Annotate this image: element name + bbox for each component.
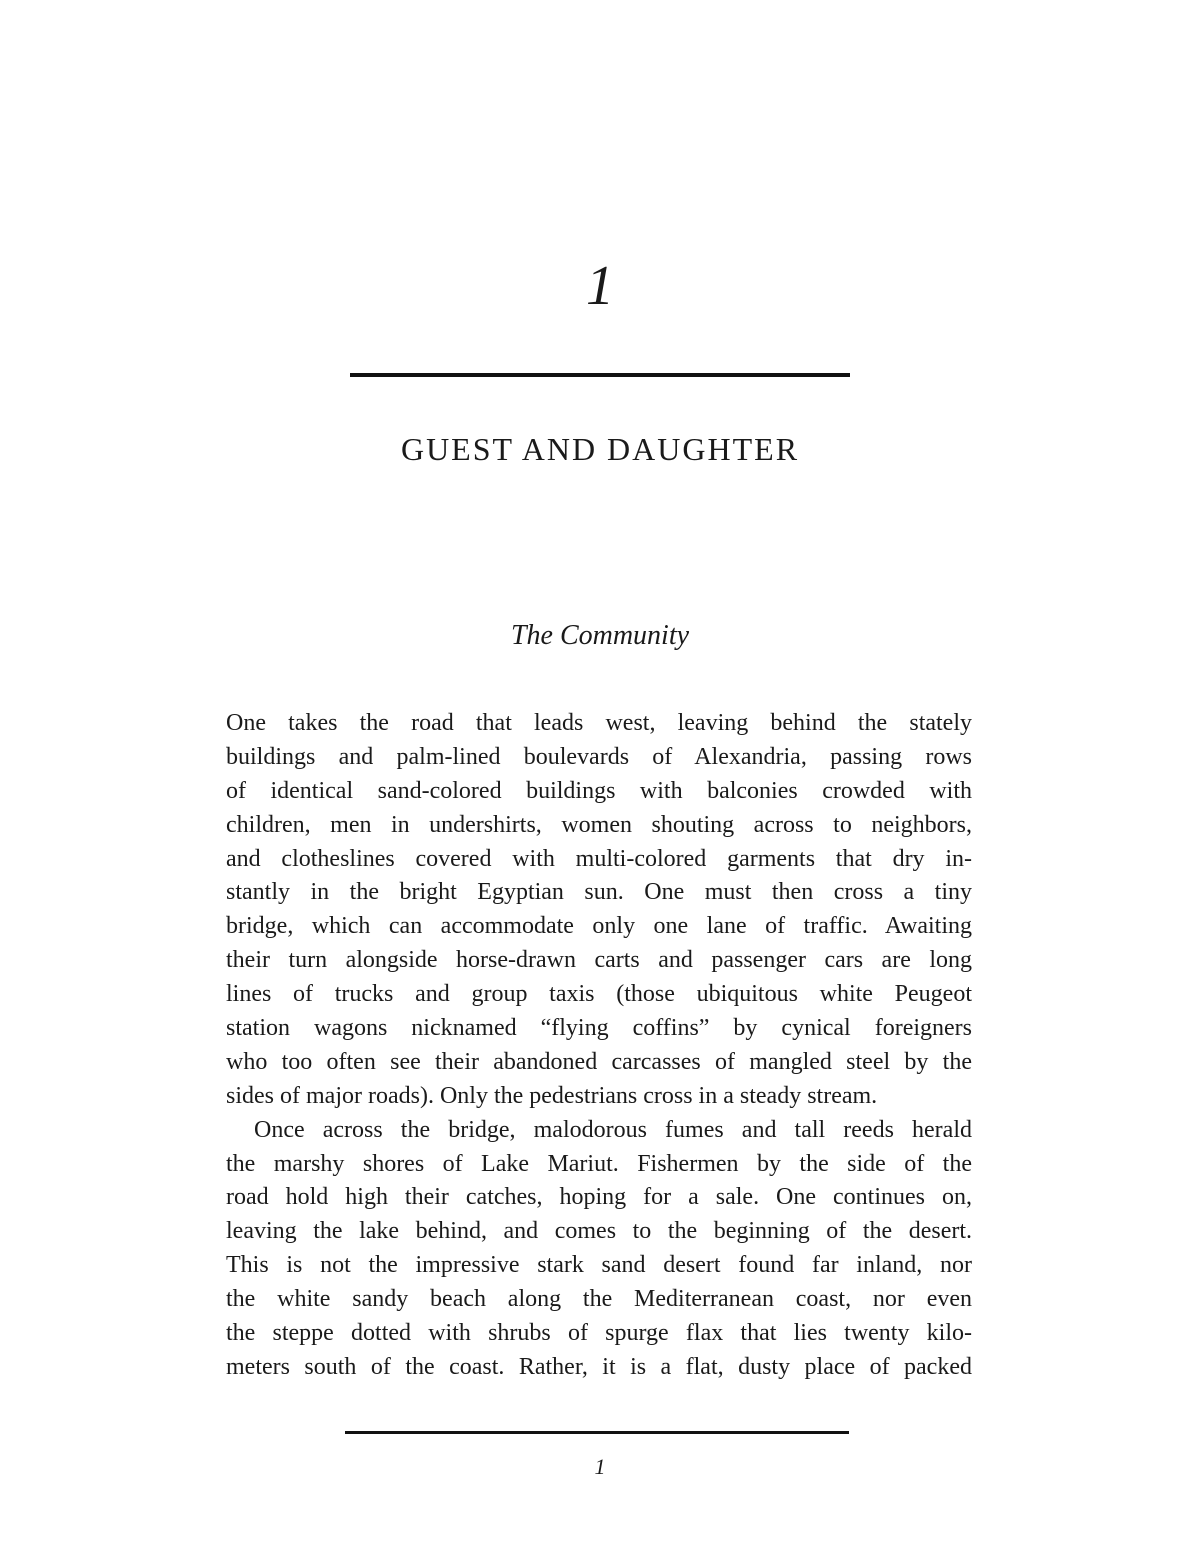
text-line: bridge, which can accommodate only one lane of traffic. Awaiting [226, 913, 972, 940]
text-line: lines of trucks and group taxis (those ubiquitous white Peugeot [226, 981, 972, 1008]
chapter-number: 1 [586, 255, 614, 317]
body-text [226, 707, 972, 1385]
text-line: leaving the lake behind, and comes to the beginning of the desert. [226, 1218, 972, 1245]
text-line: the white sandy beach along the Mediterranean coast, nor even [226, 1286, 972, 1313]
text-line: the marshy shores of Lake Mariut. Fishermen by the side of the [226, 1150, 972, 1177]
text-line: road hold high their catches, hoping for a sale. One continues on, [226, 1184, 972, 1211]
text-line: their turn alongside horse-drawn carts and passenger cars are long [226, 947, 972, 974]
text-line: stantly in the bright Egyptian sun. One must then cross a tiny [226, 879, 972, 906]
text-line: Once across the bridge, malodorous fumes and tall reeds herald [254, 1116, 972, 1143]
text-line: One takes the road that leads west, leaving behind the stately [226, 710, 972, 736]
text-line: children, men in undershirts, women shouting across to neighbors, [226, 811, 972, 838]
text-line: buildings and palm-lined boulevards of Alexandria, passing rows [226, 743, 972, 770]
text-line: and clotheslines covered with multi-colored garments that dry in- [226, 845, 972, 872]
text-line: who too often see their abandoned carcasses of mangled steel by the [226, 1048, 972, 1075]
page-number: 1 [594, 1454, 606, 1479]
chapter-divider-rule [350, 373, 850, 377]
text-line: the steppe dotted with shrubs of spurge flax that lies twenty kilo- [226, 1320, 972, 1347]
text-line: This is not the impressive stark sand desert found far inland, nor [226, 1252, 972, 1279]
paragraph-2 [226, 1114, 972, 1385]
text-line: of identical sand-colored buildings with balconies crowded with [226, 777, 972, 804]
text-line: sides of major roads). Only the pedestrians cross in a steady stream. [226, 1082, 878, 1109]
chapter-title: GUEST AND DAUGHTER [400, 431, 800, 467]
text-line: station wagons nicknamed “flying coffins” by cynical foreigners [226, 1015, 972, 1042]
text-line: meters south of the coast. Rather, it is a flat, dusty place of packed [226, 1353, 972, 1380]
paragraph-1 [226, 707, 972, 1114]
section-title: The Community [510, 620, 690, 651]
footer-rule [345, 1431, 849, 1434]
